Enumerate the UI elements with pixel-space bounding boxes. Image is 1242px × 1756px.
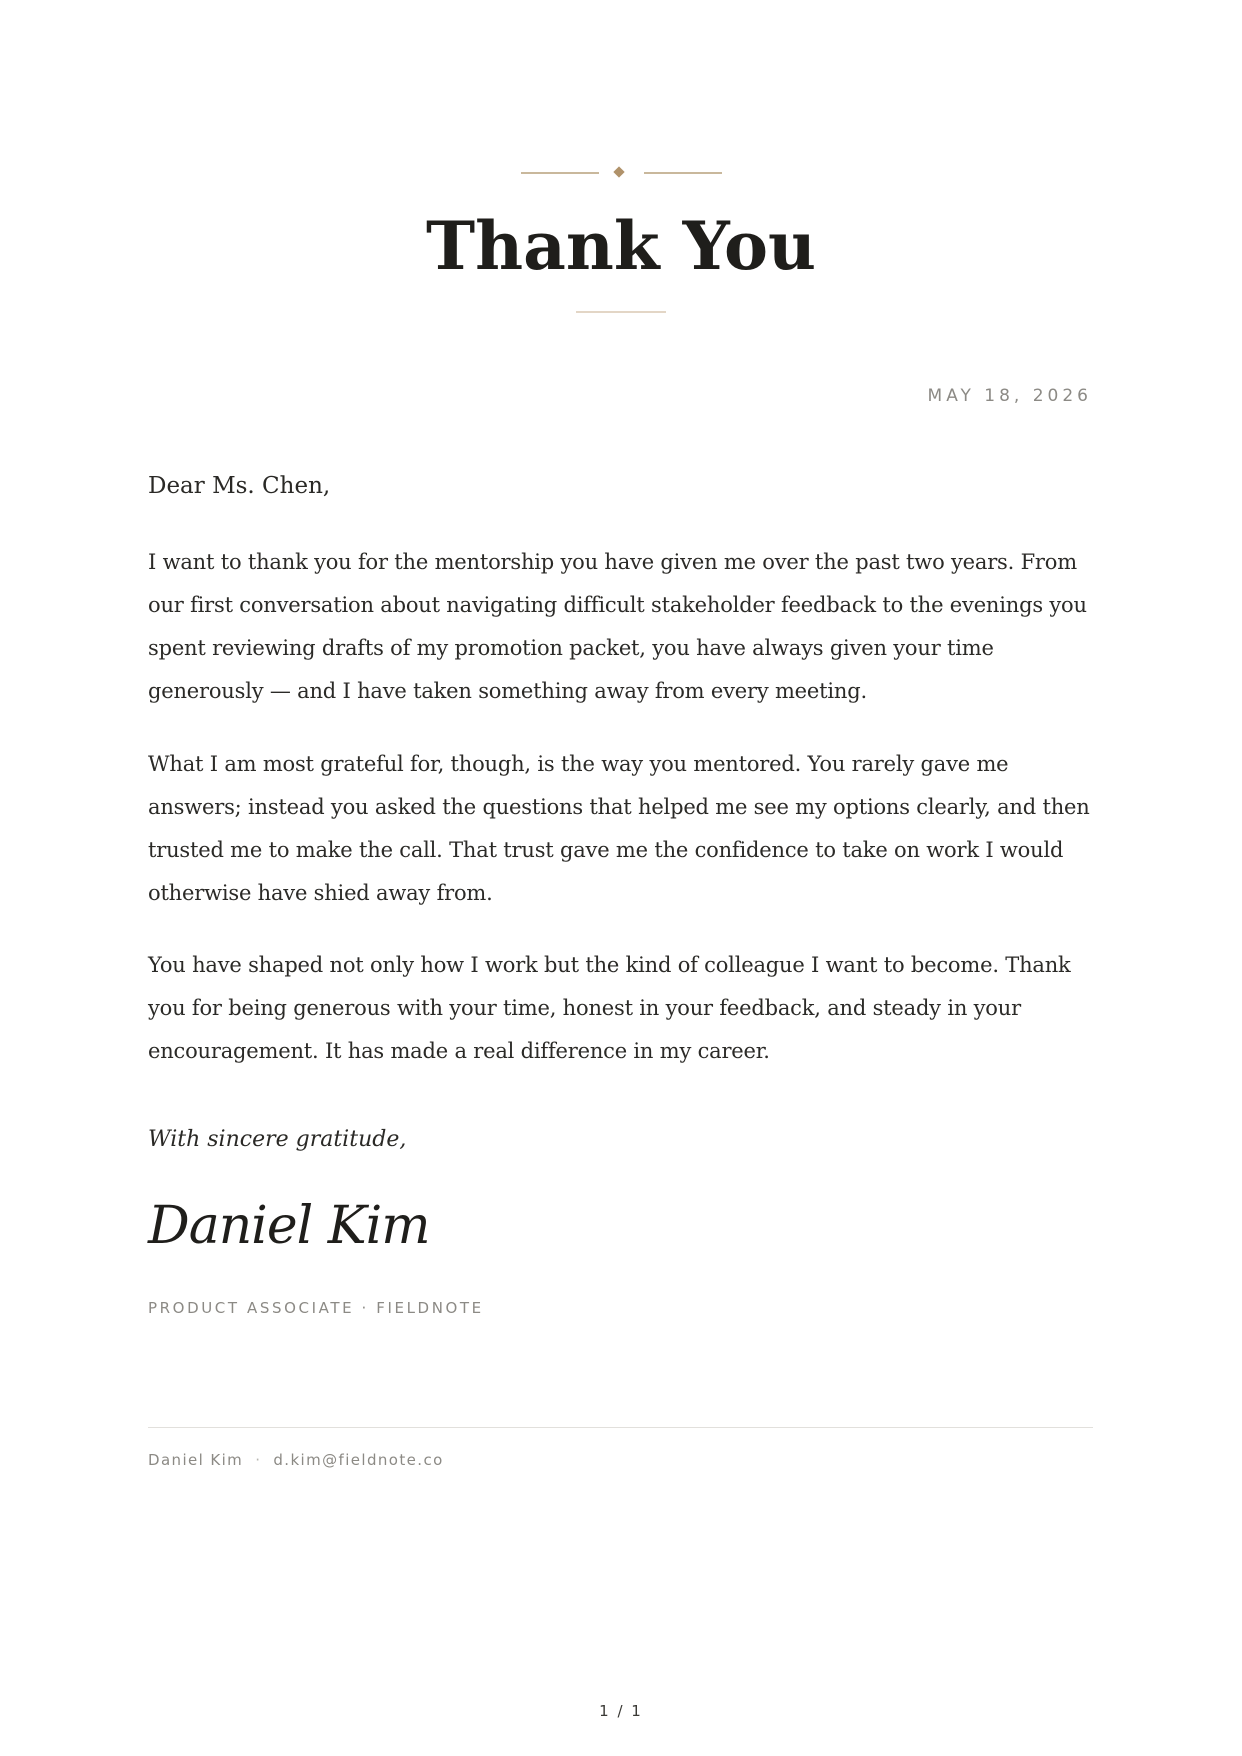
- salutation: Dear Ms. Chen,: [148, 473, 331, 499]
- footer-name: Daniel Kim: [148, 1451, 244, 1469]
- footer-separator: ·: [255, 1451, 262, 1469]
- ornament-line-right: [644, 172, 722, 174]
- page-number: 1 / 1: [599, 1702, 643, 1720]
- ornament-line-left: [521, 172, 599, 174]
- body-paragraph-2: What I am most grateful for, though, is the way you mentored. You rarely gave me answers; instead you asked the questions that helped me see my options clearly, and then trusted me to make the call. That trust gave me the confidence to take on work I would otherwise have shied away from.: [148, 752, 1090, 905]
- letter-date: MAY 18, 2026: [927, 386, 1092, 406]
- diamond-icon: [613, 166, 624, 177]
- footer-email: d.kim@fieldnote.co: [273, 1451, 444, 1469]
- signature: Daniel Kim: [148, 1196, 430, 1256]
- footer: [148, 1451, 444, 1469]
- signer-role: PRODUCT ASSOCIATE · FIELDNOTE: [148, 1299, 484, 1317]
- body-paragraph-3: You have shaped not only how I work but the kind of colleague I want to become. Thank you for being generous with your time, honest in your feedback, and steady in your encouragement. It has made a real difference in my career.: [148, 953, 1071, 1063]
- letter-title: Thank You: [426, 207, 816, 285]
- footer-divider: [148, 1427, 1093, 1428]
- title-underline: [576, 311, 666, 313]
- body-paragraph-1: I want to thank you for the mentorship you have given me over the past two years. From our first conversation about navigating difficult stakeholder feedback to the evenings you spent reviewing drafts of my promotion packet, you have always given your time generously — and I have taken something away from every meeting.: [148, 550, 1087, 703]
- title-ornament: [0, 166, 1242, 180]
- closing: With sincere gratitude,: [148, 1127, 407, 1152]
